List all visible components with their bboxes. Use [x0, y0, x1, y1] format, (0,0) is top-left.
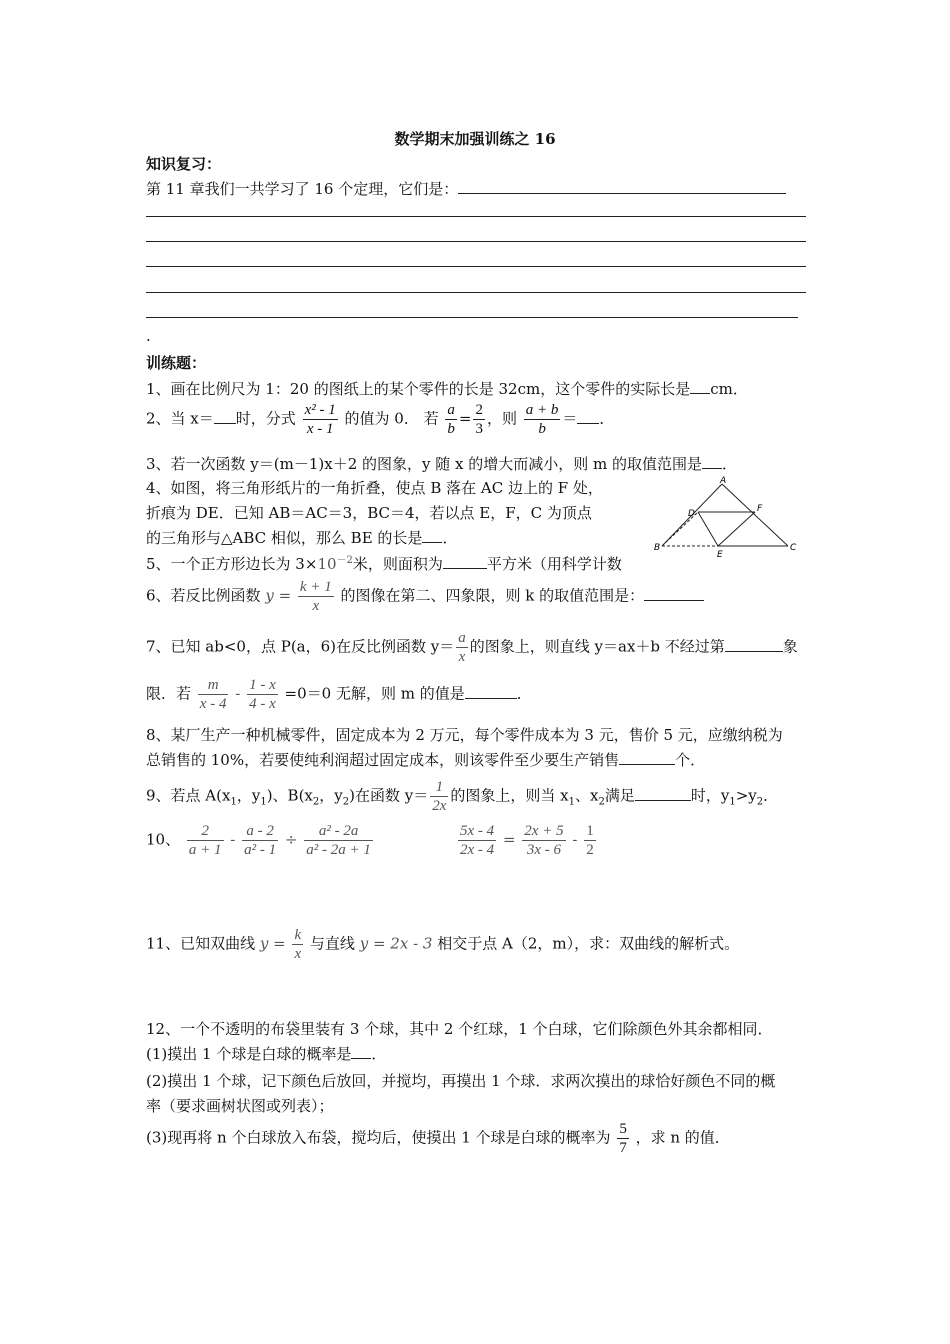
- fraction: $\frac{a}{x}$: [458, 630, 466, 665]
- question-2: [146, 401, 614, 438]
- answer-line: [146, 241, 806, 242]
- equals-sign: =: [502, 830, 516, 849]
- fraction: $\frac{a - 2}{\text{a² - 1}}$: [244, 823, 277, 858]
- subscript: 1: [568, 796, 576, 808]
- label-d: D: [688, 509, 695, 519]
- question-12-line-3: (2)摸出 1 个球，记下颜色后放回，并搅均，再摸出 1 个球．求两次摸出的球恰好颜色不同的概: [146, 1072, 776, 1090]
- label-f: F: [757, 504, 763, 514]
- question-8-text: 总销售的 10%，若要使纯利润超过固定成本，则该零件至少要生产销售: [146, 751, 620, 769]
- question-9-text: )在函数 y＝: [349, 786, 429, 805]
- question-7-text: 象: [782, 637, 798, 656]
- question-11-text: 相交于点 A（2，m），求：双曲线的解析式。: [437, 934, 740, 953]
- question-3-text: 3、若一次函数 y＝(m－1)x＋2 的图象，y 随 x 的增大而减小，则 m 的取值范围是: [146, 455, 703, 473]
- question-2-text: ＝: [562, 409, 578, 428]
- question-1: [146, 378, 748, 399]
- question-10-left: [146, 822, 375, 859]
- question-3: [146, 453, 737, 474]
- question-12-line-4: 率（要求画树状图或列表）；: [146, 1097, 334, 1115]
- question-2-text: 2、当 x＝: [146, 409, 214, 428]
- question-12-text: ，求 n 的值．: [635, 1128, 730, 1147]
- question-6: [146, 578, 704, 615]
- question-9-text: 、x: [575, 786, 599, 805]
- review-heading: 知识复习：: [146, 155, 222, 173]
- question-7-end: ．: [516, 684, 532, 703]
- question-3-end: ．: [722, 455, 738, 473]
- question-4-line-1: 4、如图，将三角形纸片的一角折叠，使点 B 落在 AC 边上的 F 处，: [146, 479, 603, 497]
- question-11: [146, 926, 739, 963]
- question-5-text: 平方米（用科学计数: [486, 555, 622, 573]
- question-2-text: ，则: [486, 409, 517, 428]
- function-y: y =: [259, 934, 286, 953]
- question-2-text: 的值为 0． 若: [344, 409, 439, 428]
- question-9-text: >y: [735, 786, 757, 805]
- fraction: $\frac{5x - 4}{2x - 4}$: [460, 823, 495, 858]
- subscript: 2: [312, 796, 320, 808]
- function-y: y =: [265, 586, 292, 605]
- answer-line: [146, 216, 806, 217]
- answer-blank: [214, 409, 236, 424]
- question-8-end: 个．: [675, 751, 706, 769]
- fraction: $\frac{2x + 5}{3x - 6}$: [524, 823, 564, 858]
- label-e: E: [717, 550, 723, 560]
- label-c: C: [790, 543, 797, 553]
- question-7-text: 7、已知 ab<0，点 P(a，6)在反比例函数 y＝: [146, 637, 455, 656]
- question-9-end: ．: [763, 786, 779, 805]
- triangle-fold-diagram: [640, 474, 810, 564]
- question-10-right: [456, 822, 598, 859]
- label-b: B: [654, 543, 661, 553]
- question-7-line-2: [146, 676, 532, 713]
- fraction: $\frac{1 - x}{4 - x}$: [249, 677, 276, 712]
- line-equation: y = 2x - 3: [359, 934, 433, 953]
- question-9-text: )、B(x: [266, 786, 313, 805]
- question-12-text: (3)现再将 n 个白球放入布袋，搅均后，使摸出 1 个球是白球的概率为: [146, 1128, 611, 1147]
- fraction: $\frac{k + 1}{x}$: [299, 579, 332, 614]
- review-intro: [146, 178, 786, 199]
- fraction: $\frac{\text{a² - 2a}}{\text{a² - 2a + 1}}$: [306, 823, 371, 858]
- equals-sign: =: [458, 409, 472, 428]
- question-5-text: 5、一个正方形边长为 3×: [146, 555, 318, 573]
- answer-line: [146, 317, 798, 318]
- subscript: 2: [756, 796, 764, 808]
- minus-sign: -: [230, 830, 236, 849]
- fraction: $\frac{a + b}{b}$: [525, 402, 559, 437]
- question-8-line-1: 8、某厂生产一种机械零件，固定成本为 2 万元，每个零件成本为 3 元，售价 5 元，应缴纳税为: [146, 726, 783, 744]
- answer-blank: [690, 379, 710, 394]
- page-title: 数学期末加强训练之 16: [394, 130, 556, 148]
- question-11-text: 与直线: [309, 934, 355, 953]
- answer-line: [146, 266, 806, 267]
- fraction: $\frac{a}{b}$: [447, 402, 455, 437]
- question-2-text: 时，分式: [235, 409, 296, 428]
- answer-blank: [422, 528, 442, 543]
- power-exponent: －2: [336, 555, 353, 566]
- minus-sign: -: [235, 684, 241, 703]
- subscript: 2: [598, 796, 605, 808]
- answer-blank: [443, 554, 487, 569]
- answer-blank: [351, 1044, 371, 1059]
- answer-blank: [644, 586, 704, 601]
- power-base: 10: [317, 555, 337, 573]
- question-7-text: 限．若: [146, 684, 192, 703]
- question-12-end: ．: [371, 1045, 387, 1063]
- answer-blank: [635, 786, 691, 801]
- question-8-line-2: [146, 749, 705, 770]
- question-9-text: 时，y: [690, 786, 730, 805]
- question-9-text: ，y: [236, 786, 261, 805]
- question-6-text: 的图像在第二、四象限，则 k 的取值范围是：: [340, 586, 645, 605]
- answer-blank: [458, 179, 786, 194]
- subscript: 1: [230, 796, 237, 808]
- fraction: $\frac{m}{x - 4}$: [199, 677, 227, 712]
- question-4-line-3: [146, 527, 457, 548]
- question-7-text: 的图象上，则直线 y＝ax＋b 不经过第: [469, 637, 725, 656]
- question-1-text: 1、画在比例尺为 1：20 的图纸上的某个零件的长是 32cm，这个零件的实际长是: [146, 380, 691, 398]
- question-9-text: 的图象上，则当 x: [450, 786, 569, 805]
- question-1-end: cm．: [710, 380, 748, 398]
- fraction: $\frac{1}{2}$: [586, 823, 594, 858]
- fold-de: [698, 512, 718, 546]
- fraction: $\frac{k}{x}$: [294, 927, 302, 962]
- divide-sign: ÷: [284, 830, 298, 849]
- practice-heading: 训练题：: [146, 354, 207, 372]
- minus-sign: -: [572, 830, 578, 849]
- question-7-text: =0＝0 无解，则 m 的值是: [284, 684, 465, 703]
- question-9: [146, 778, 778, 815]
- label-a: A: [720, 476, 727, 486]
- subscript: 2: [342, 796, 350, 808]
- question-2-end: ．: [599, 409, 615, 428]
- subscript: 1: [729, 796, 736, 808]
- period: .: [146, 327, 151, 345]
- fraction: $\frac{2}{3}$: [475, 402, 483, 437]
- question-4-text: 的三角形与△ABC 相似，那么 BE 的长是: [146, 529, 423, 547]
- question-5-text: 米，则面积为: [352, 555, 443, 573]
- fraction: $\frac{\text{x² - 1}}{x - 1}$: [304, 402, 336, 437]
- answer-blank: [465, 684, 517, 699]
- question-12-text: (1)摸出 1 个球是白球的概率是: [146, 1045, 352, 1063]
- question-9-text: 满足: [604, 786, 635, 805]
- question-12-line-2: [146, 1043, 386, 1064]
- fraction: $\frac{1}{2x}$: [432, 779, 447, 814]
- question-6-text: 6、若反比例函数: [146, 586, 261, 605]
- question-11-text: 11、已知双曲线: [146, 934, 256, 953]
- answer-line: [146, 292, 806, 293]
- question-5: [146, 551, 622, 574]
- fraction: $\frac{2}{a + 1}$: [188, 823, 222, 858]
- answer-blank: [702, 454, 722, 469]
- segment-ef: [718, 512, 755, 546]
- fraction: $\frac{5}{7}$: [619, 1121, 627, 1156]
- question-4-line-2: 折痕为 DE．已知 AB＝AC＝3，BC＝4，若以点 E，F，C 为顶点: [146, 504, 592, 522]
- question-10-label: 10、: [146, 830, 181, 849]
- question-7-line-1: [146, 629, 798, 666]
- review-intro-text: 第 11 章我们一共学习了 16 个定理，它们是：: [146, 180, 459, 198]
- segment-ac: [722, 484, 788, 546]
- subscript: 1: [260, 796, 267, 808]
- question-9-text: 9、若点 A(x: [146, 786, 231, 805]
- answer-blank: [577, 409, 599, 424]
- question-9-text: ，y: [319, 786, 343, 805]
- question-12-line-5: [146, 1120, 730, 1157]
- question-12-line-1: 12、一个不透明的布袋里装有 3 个球，其中 2 个红球，1 个白球，它们除颜色外其余都相同．: [146, 1020, 773, 1038]
- answer-blank: [725, 637, 783, 652]
- question-4-end: ．: [442, 529, 458, 547]
- answer-blank: [619, 750, 675, 765]
